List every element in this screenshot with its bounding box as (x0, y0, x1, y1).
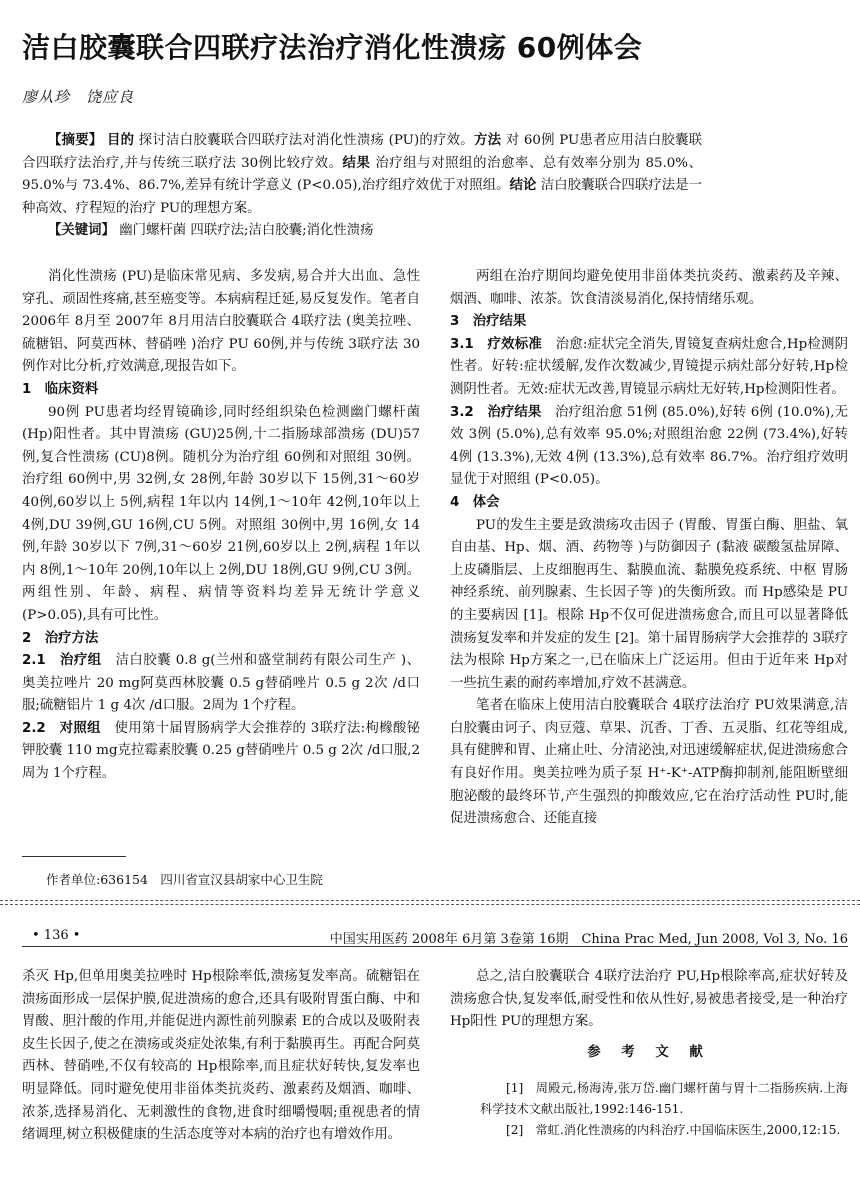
keywords-label: 【关键词】 (48, 223, 115, 238)
result-label: 结果 (342, 155, 371, 171)
section-heading-discussion: 4 体会 (450, 494, 500, 510)
subsection-3-1 (450, 334, 848, 402)
abstract-label: 【摘要】 (48, 133, 103, 148)
running-header (22, 928, 848, 947)
method-label: 方法 (473, 133, 502, 148)
subsection-label: 3.1 疗效标准 (450, 336, 543, 352)
discussion-paragraph-1: PU的发生主要是致溃疡攻击因子 (胃酸、胃蛋白酶、胆盐、氧自由基、Hp、烟、酒、药物等 )与防御因子 (黏液 碳酸氢盐屏障、上皮磷脂层、上皮细胞再生、黏膜血流、黏膜免疫系统、中枢 胃肠神经系统、前列腺素、生长因子等 )的失衡所致。而 Hp感染是 PU的主要病因 [1]。根除 Hp不仅可促进溃疡愈合,而且可以显著降低溃疡复发率和并发症的发生 [2]。第十届胃肠病学大会推荐的 3联疗法为根除 Hp方案之一,已在临床上广泛运用。但由于近年来 Hp对一些抗生素的耐药率增加,疗效不甚满意。 (450, 517, 848, 691)
subsection-label: 2.2 对照组 (22, 720, 101, 736)
subsection-2-1 (22, 650, 420, 718)
subsection-text: 使用第十届胃肠病学大会推荐的 3联疗法:枸橼酸铋钾胶囊 110 mg克拉霉素胶囊 0.25 g替硝唑片 0.5 g 2次 /d口服,2周为 1个疗程。 (22, 720, 420, 782)
article-authors: 廖从珍 饶应良 (22, 88, 135, 106)
page-break-line (0, 904, 860, 905)
purpose-text: 探讨洁白胶囊联合四联疗法对消化性溃疡 (PU)的疗效。 (138, 133, 474, 148)
column-right-bottom (450, 966, 848, 1141)
section-heading-results: 3 治疗结果 (450, 314, 527, 330)
abstract-paragraph (22, 130, 702, 220)
reference-item: [2] 常虹.消化性溃疡的内科治疗.中国临床医生,2000,12:15. (506, 1123, 841, 1138)
subsection-text: 治愈:症状完全消失,胃镜复查病灶愈合,Hp检测阴性者。好转:症状缓解,发作次数减少,胃镜提示病灶部分好转,Hp检测阴性者。无效:症状无改善,胃镜显示病灶无好转,Hp检测阳性者。 (450, 336, 848, 397)
subsection-label: 2.1 治疗组 (22, 653, 102, 669)
section-heading-clinical-data: 1 临床资料 (22, 381, 99, 397)
conclusion-label: 结论 (509, 178, 537, 193)
page-number: • 136 • (32, 928, 81, 943)
discussion-continued-paragraph: 杀灭 Hp,但单用奥美拉唑时 Hp根除率低,溃疡复发率高。硫糖铝在溃疡面形成一层保护膜,促进溃疡的愈合,还具有吸附胃蛋白酶、中和胃酸、胆汁酸的作用,并能促进内源性前列腺素 E的合成以及吸附表皮生长因子,使之在溃疡或炎症处浓集,有利于黏膜再生。再配合阿莫西林、替硝唑,不仅有较高的 Hp根除率,而且症状好转快,复发率也明显降低。同时避免使用非甾体类抗炎药、激素药及烟酒、咖啡、浓茶,选择易消化、无刺激性的食物,进食时细嚼慢咽;重视患者的情绪调理,树立积极健康的生活态度等对本病的治疗也有增效作用。 (22, 969, 420, 1143)
author-affiliation: 作者单位:636154 四川省宣汉县胡家中心卫生院 (46, 872, 323, 887)
footnote-divider (22, 856, 126, 857)
keywords-paragraph (22, 220, 702, 243)
conclusion-paragraph: 总之,洁白胶囊联合 4联疗法治疗 PU,Hp根除率高,症状好转及溃疡愈合快,复发率低,耐受性和依从性好,易被患者接受,是一种治疗 Hp阳性 PU的理想方案。 (450, 969, 848, 1030)
intro-paragraph: 消化性溃疡 (PU)是临床常见病、多发病,易合并大出血、急性穿孔、顽固性疼痛,甚至癌变等。本病病程迁延,易反复发作。笔者自 2006年 8月至 2007年 8月用洁白胶囊联合 4联疗法 (奥美拉唑、硫糖铝、阿莫西林、替硝唑 )治疗 PU 60例,并与传统 3联疗法 30例作对比分析,疗效满意,现报告如下。 (22, 269, 420, 375)
column-left-top (22, 266, 420, 786)
references-heading: 参 考 文 献 (587, 1044, 711, 1060)
journal-citation: 中国实用医药 2008年 6月第 3卷第 16期 China Prac Med, Jun 2008, Vol 3, No. 16 (329, 932, 848, 947)
discussion-paragraph-2: 笔者在临床上使用洁白胶囊联合 4联疗法治疗 PU效果满意,洁白胶囊由诃子、肉豆蔻、草果、沉香、丁香、五灵脂、红花等组成,具有健脾和胃、止痛止吐、分清泌浊,对迅速缓解症状,促进溃疡愈合有良好作用。奥美拉唑为质子泵 H⁺-K⁺-ATP酶抑制剂,能阻断壁细胞泌酸的最终环节,产生强烈的抑酸效应,它在治疗活动性 PU时,能促进溃疡愈合、还能直接 (450, 698, 848, 827)
column-right-top (450, 266, 848, 831)
page-break-line (0, 900, 860, 901)
subsection-3-2 (450, 402, 848, 492)
method-text: 对 60例 PU患者应用洁白胶囊联合四联疗法治疗,并与传统三联疗法 30例比较疗效。 (22, 133, 702, 171)
reference-item: [1] 周殿元,杨海涛,张万岱.幽门螺杆菌与胃十二指肠疾病.上海科学技术文献出版社,1992:146-151. (480, 1081, 848, 1117)
precaution-paragraph: 两组在治疗期间均避免使用非甾体类抗炎药、激素药及辛辣、烟酒、咖啡、浓茶。饮食清淡易消化,保持情绪乐观。 (450, 269, 848, 307)
article-title: 洁白胶囊联合四联疗法治疗消化性溃疡 60例体会 (22, 31, 643, 64)
abstract-block (22, 130, 702, 243)
purpose-label: 目的 (107, 133, 135, 148)
subsection-text: 治疗组治愈 51例 (85.0%),好转 6例 (10.0%),无效 3例 (5.0%),总有效率 95.0%;对照组治愈 22例 (73.4%),好转 4例 (13.3%),无效 4例 (13.3%),总有效率 86.7%。治疗组疗效明显优于对照组 (P<0.05)。 (450, 404, 848, 488)
keywords-text: 幽门螺杆菌 四联疗法;洁白胶囊;消化性溃疡 (119, 223, 374, 238)
clinical-data-paragraph: 90例 PU患者均经胃镜确诊,同时经组织染色检测幽门螺杆菌 (Hp)阳性者。其中胃溃疡 (GU)25例,十二指肠球部溃疡 (DU)57例,复合性溃疡 (CU)8例。随机分为治疗组 60例和对照组 30例。治疗组 60例中,男 32例,女 28例,年龄 30岁以下 15例,31～60岁 40例,60岁以上 5例,病程 1年以内 14例,1～10年 42例,10年以上 4例,DU 39例,GU 16例,CU 5例。对照组 30例中,男 16例,女 14例,年龄 30岁以下 7例,31～60岁 21例,60岁以上 2例,病程 1年以内 8例,1～10年 20例,10年以上 2例,DU 18例,GU 9例,CU 3例。两组性别、年龄、病程、病情等资料均差异无统计学意义 (P>0.05),具有可比性。 (22, 404, 420, 623)
subsection-label: 3.2 治疗结果 (450, 404, 542, 420)
section-heading-treatment-methods: 2 治疗方法 (22, 630, 99, 646)
column-left-bottom (22, 966, 420, 1147)
result-text: 治疗组与对照组的治愈率、总有效率分别为 85.0%、95.0%与 73.4%、86.7%,差异有统计学意义 (P<0.05),治疗组疗效优于对照组。 (22, 155, 702, 193)
subsection-2-2 (22, 718, 420, 786)
subsection-text: 洁白胶囊 0.8 g(兰州和盛堂制药有限公司生产 )、奥美拉唑片 20 mg阿莫西林胶囊 0.5 g替硝唑片 0.5 g 2次 /d口服;硫糖铝片 1 g 4次 /d口服。2周为 1个疗程。 (22, 653, 420, 714)
conclusion-text: 洁白胶囊联合四联疗法是一种高效、疗程短的治疗 PU的理想方案。 (22, 178, 702, 216)
